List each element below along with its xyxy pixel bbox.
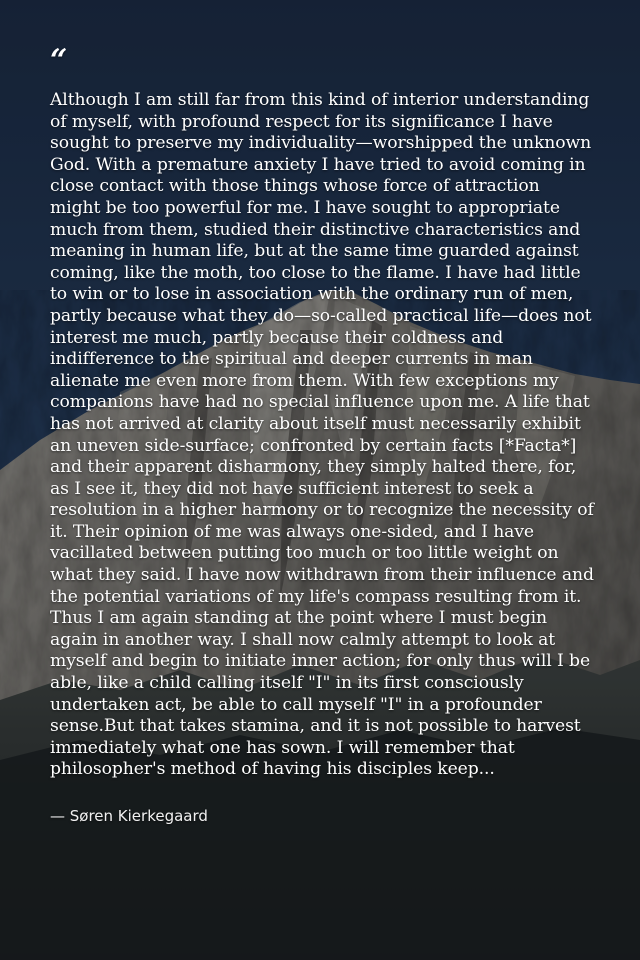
quote-author: — Søren Kierkegaard [50,807,208,825]
quote-text: Although I am still far from this kind of interior understanding of myself, with profound respect for its significance I have sought to preserve my individuality—worshipped the unknown God. With a premature anxiety I have tried to avoid coming in close contact with those things whose force of attraction might be too powerful for me. I have sought to appropriate much from them, studied their distinctive characteristics and meaning in human life, but at the same time guarded against coming, like the moth, too close to the flame. I have had little to win or to lose in association with the ordinary run of men, partly because what they do—so-called practical life—does not interest me much, partly because their coldness and indifference to the spiritual and deeper currents in man alienate me even more from them. With few exceptions my companions have had no special influence upon me. A life that has not arrived at clarity about itself must necessarily exhibit an uneven side-surface; confronted by certain facts [*Facta*] and their apparent disharmony, they simply halted there, for, as I see it, they did not have sufficient interest to seek a resolution in a higher harmony or to recognize the necessity of it. Their opinion of me was always one-sided, and I have vacillated between putting too much or too little weight on what they said. I have now withdrawn from their influence and the potential variations of my life's compass resulting from it. Thus I am again standing at the point where I must begin again in another way. I shall now calmly attempt to look at myself and begin to initiate inner action; for only thus will I be able, like a child calling itself "I" in its first consciously undertaken act, be able to call myself "I" in a profounder sense.But that takes stamina, and it is not possible to harvest immediately what one has sown. I will remember that philosopher's method of having his disciples keep... [50,90,594,780]
quote-mark-icon: “ [50,43,68,78]
quote-card [50,43,595,826]
